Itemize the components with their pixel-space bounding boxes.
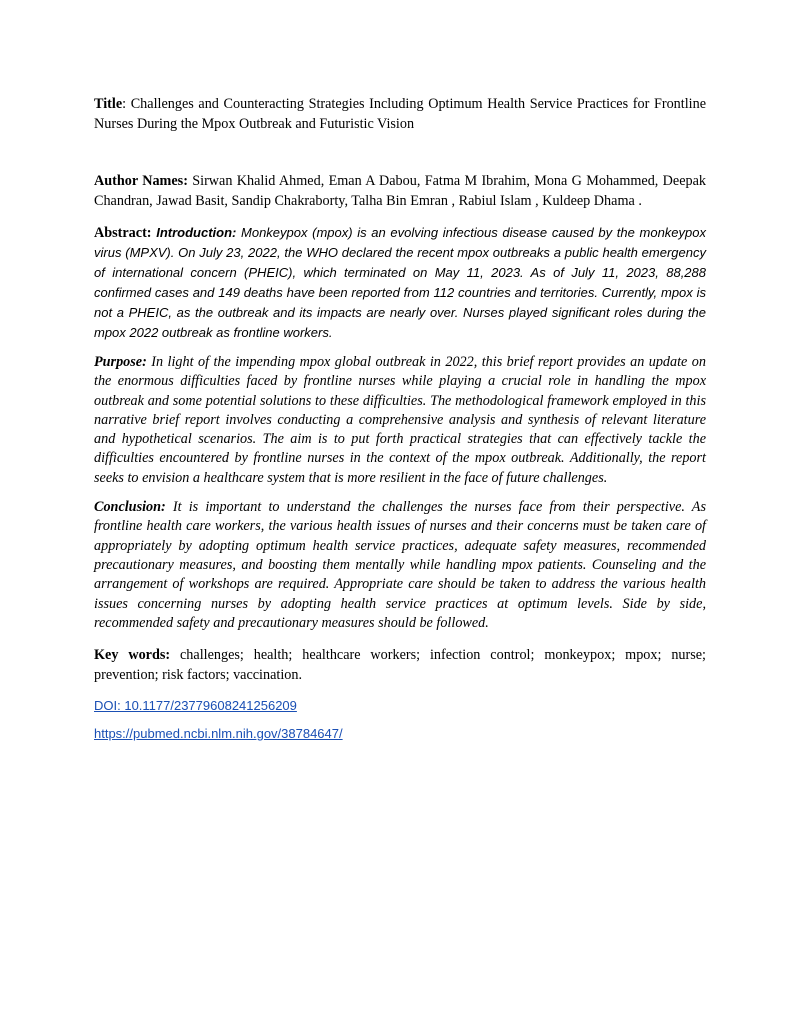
author-names xyxy=(94,171,706,211)
purpose-text: In light of the impending mpox global outbreak in 2022, this brief report provides an update on the enormous difficulties faced by frontline nurses while playing a crucial role in handling the mpox outbreak and some potential solutions to these difficulties. The methodological framework employed in this narrative brief report involves conducting a comprehensive analysis and synthesis of relevant literature and hypothetical scenarios. The aim is to put forth practical strategies that can effectively tackle the difficulties encountered by frontline nurses in the context of the mpox outbreak. Additionally, the report seeks to envision a healthcare system that is more resilient in the face of future challenges. xyxy=(94,354,706,486)
doi-link[interactable]: DOI: 10.1177/23779608241256209 xyxy=(94,698,297,714)
conclusion-text: It is important to understand the challenges the nurses face from their perspective. As frontline health care workers, the various health issues of nurses and their concerns must be taken care of appropriately by adopting optimum health service practices, adequate safety measures, recommended precautionary measures, and boosting them mentally while handling mpox patients. Counseling and the arrangement of workshops are required. Appropriate care should be taken to address the various health issues concerning nurses by adopting health service practices at optimum levels. Side by side, recommended safety and precautionary measures should be followed. xyxy=(94,499,706,631)
authors-label: Author Names: xyxy=(94,173,188,189)
paper-title xyxy=(94,94,706,134)
pubmed-line xyxy=(94,725,706,743)
doi-line xyxy=(94,697,706,715)
introduction-label: Introduction: xyxy=(156,225,237,240)
abstract-label: Abstract: xyxy=(94,225,152,241)
keywords-text: challenges; health; healthcare workers; infection control; monkeypox; mpox; nurse; prevention; risk factors; vaccination. xyxy=(94,647,706,684)
pubmed-link[interactable]: https://pubmed.ncbi.nlm.nih.gov/38784647/ xyxy=(94,726,343,742)
document-page xyxy=(94,94,706,743)
conclusion-label: Conclusion: xyxy=(94,499,166,516)
authors-text: Sirwan Khalid Ahmed, Eman A Dabou, Fatma M Ibrahim, Mona G Mohammed, Deepak Chandran, Jawad Basit, Sandip Chakraborty, Talha Bin Emran , Rabiul Islam , Kuldeep Dhama . xyxy=(94,173,706,209)
purpose-label: Purpose: xyxy=(94,354,147,370)
title-text: : Challenges and Counteracting Strategies Including Optimum Health Service Practices for Frontline Nurses During the Mpox Outbreak and Futuristic Vision xyxy=(94,96,706,132)
title-label: Title xyxy=(94,96,123,112)
keywords-label: Key words: xyxy=(94,647,171,664)
purpose-paragraph xyxy=(94,353,706,488)
introduction-text: Monkeypox (mpox) is an evolving infectious disease caused by the monkeypox virus (MPXV). On July 23, 2022, the WHO declared the recent mpox outbreaks a public health emergency of international concern (PHEIC), which terminated on May 11, 2023. As of July 11, 2023, 88,288 confirmed cases and 149 deaths have been reported from 112 countries and territories. Currently, mpox is not a PHEIC, as the outbreak and its impacts are nearly over. Nurses played significant roles during the mpox 2022 outbreak as frontline workers. xyxy=(94,225,706,340)
abstract-paragraph xyxy=(94,223,706,343)
conclusion-paragraph xyxy=(94,498,706,633)
keywords-paragraph xyxy=(94,645,706,685)
